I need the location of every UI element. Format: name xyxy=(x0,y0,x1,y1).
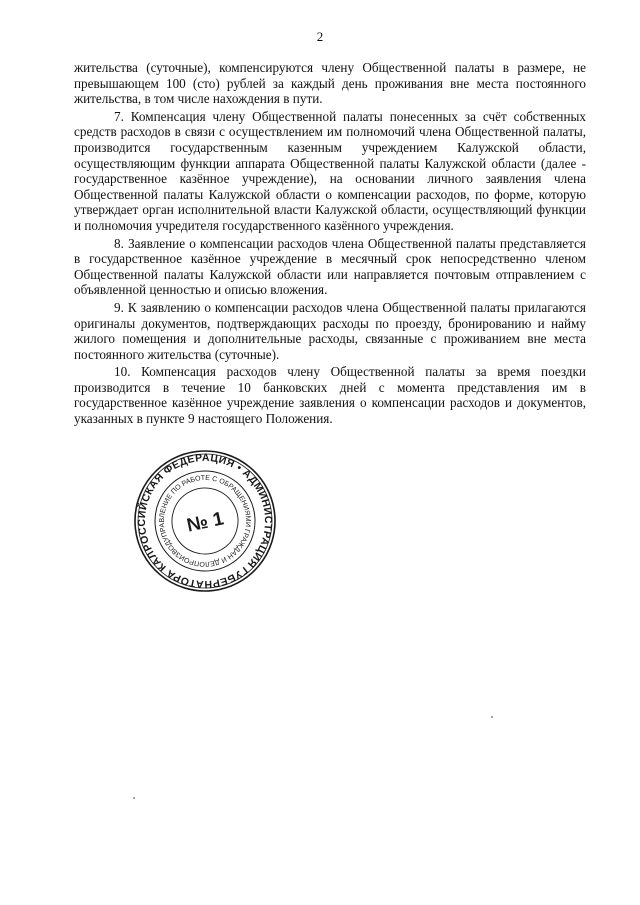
official-seal xyxy=(130,446,280,596)
paragraph-10: 10. Компенсация расходов члену Общественной палаты за время поездки производится в течение 10 банковских дней с момента представления им в государственное казённое учреждение заявления о компенсации расходов и документов, указанных в пункте 9 настоящего Положения. xyxy=(74,364,586,427)
paragraph-8: 8. Заявление о компенсации расходов члена Общественной палаты представляется в государственное казённое учреждение в месячный срок непосредственно членом Общественной палаты Калужской области или направляется почтовым отправлением с объявленной ценностью и описью вложения. xyxy=(74,235,586,298)
seal-center-number: № 1 xyxy=(185,508,226,537)
scan-speck xyxy=(491,716,493,718)
page-number: 2 xyxy=(316,29,324,44)
scan-speck xyxy=(133,797,135,799)
seal-outer-ring-text: РОССИЙСКАЯ ФЕДЕРАЦИЯ • АДМИНИСТРАЦИЯ ГУБЕРНАТОРА КАЛУЖСКОЙ xyxy=(135,451,275,591)
paragraph-7: 7. Компенсация члену Общественной палаты понесенных за счёт собственных средств расходов в связи с осуществлением им полномочий члена Общественной палаты, производится государственным казенным учреждением Калужской области, осуществляющим функции аппарата Общественной палаты Калужской области (далее - государственное казённое учреждение), на основании личного заявления члена Общественной палаты Калужской области о компенсации расходов, по форме, которую утверждает орган исполнительной власти Калужской области, осуществляющий функции и полномочия учредителя государственного казённого учреждения. xyxy=(74,108,586,233)
seal-inner-ring-text: УПРАВЛЕНИЕ ПО РАБОТЕ С ОБРАЩЕНИЯМИ ГРАЖДАН И ДЕЛОПРОИЗВОДСТВУ xyxy=(158,474,252,568)
paragraph-continuation: жительства (суточные), компенсируются члену Общественной палаты в размере, не превышающем 100 (сто) рублей за каждый день проживания вне места постоянного жительства, в том числе нахождения в пути. xyxy=(74,60,586,107)
paragraph-9: 9. К заявлению о компенсации расходов члена Общественной палаты прилагаются оригиналы документов, подтверждающих расходы по проезду, бронированию и найму жилого помещения и дополнительные расходы, связанные с проживанием вне места постоянного жительства (суточные). xyxy=(74,299,586,362)
document-body xyxy=(74,60,586,429)
